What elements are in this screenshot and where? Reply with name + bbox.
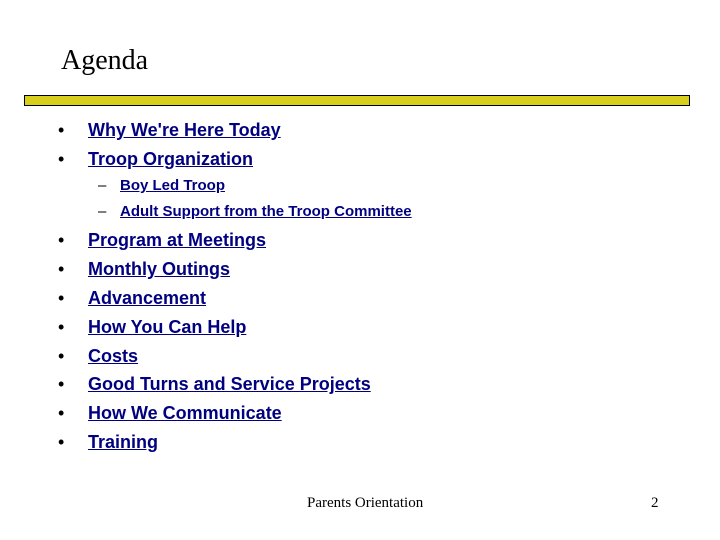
bullet: • bbox=[58, 259, 65, 279]
bullet: • bbox=[58, 288, 65, 308]
slide-footer: Parents Orientation bbox=[307, 495, 424, 511]
agenda-link-adult-support[interactable]: Adult Support from the Troop Committee bbox=[120, 203, 412, 220]
bullet: • bbox=[58, 317, 65, 337]
bullet: • bbox=[58, 230, 65, 250]
bullet: • bbox=[58, 403, 65, 423]
agenda-link-troop-organization[interactable]: Troop Organization bbox=[88, 149, 253, 169]
slide-page-number: 2 bbox=[651, 495, 659, 511]
agenda-link-boy-led-troop[interactable]: Boy Led Troop bbox=[120, 177, 225, 194]
bullet: • bbox=[58, 346, 65, 366]
agenda-link-good-turns[interactable]: Good Turns and Service Projects bbox=[88, 374, 371, 394]
agenda-link-monthly-outings[interactable]: Monthly Outings bbox=[88, 259, 230, 279]
bullet: • bbox=[58, 374, 65, 394]
agenda-link-why-were-here-today[interactable]: Why We're Here Today bbox=[88, 120, 281, 140]
sub-bullet: – bbox=[98, 177, 107, 194]
agenda-link-how-we-communicate[interactable]: How We Communicate bbox=[88, 403, 282, 423]
agenda-link-costs[interactable]: Costs bbox=[88, 346, 139, 366]
agenda-link-advancement[interactable]: Advancement bbox=[88, 288, 207, 308]
bullet: • bbox=[58, 149, 65, 169]
bullet: • bbox=[58, 432, 65, 452]
agenda-link-training[interactable]: Training bbox=[88, 432, 159, 452]
sub-bullet: – bbox=[98, 203, 107, 220]
agenda-link-how-you-can-help[interactable]: How You Can Help bbox=[88, 317, 247, 337]
bullet: • bbox=[58, 120, 65, 140]
slide-title: Agenda bbox=[61, 45, 149, 76]
agenda-link-program-at-meetings[interactable]: Program at Meetings bbox=[88, 230, 267, 250]
title-underline-bar bbox=[24, 95, 690, 106]
